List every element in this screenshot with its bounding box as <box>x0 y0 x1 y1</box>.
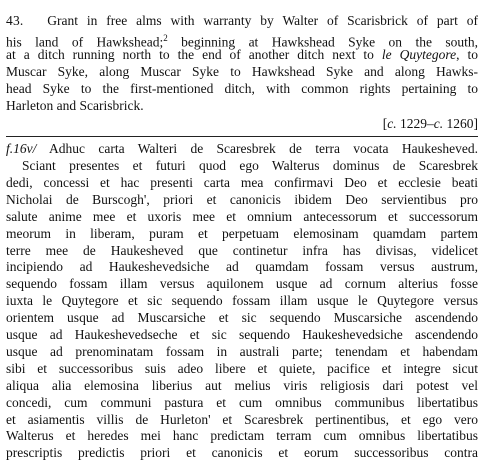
charter-line: meorum in liberam, puram et perpetuam elemosinam quamdam partem <box>6 225 478 241</box>
entry-number: 43. <box>6 13 24 28</box>
calendar-line-2: his land of Hawkshead;$^2$ beginning at Hawkshead Syke on the south, <box>6 33 478 50</box>
charter-heading: Adhuc carta Walteri de Scaresbrek de terra vocata Haukesheved. <box>49 141 478 156</box>
calendar-line-4: Muscar Syke, along Muscar Syke to Hawkshead Syke and along Hawks- <box>6 64 478 79</box>
charter-line: orientem usque ad Muscarsiche et sic sequendo Muscarsiche ascendendo <box>6 310 478 326</box>
charter-line: sequendo fossam illam versus aquilonem usque ad cornum alterius fosse <box>6 276 478 292</box>
calendar-line-1 <box>6 13 478 29</box>
charter-line: salute anime mee et uxoris mee et omnium antecessorum et successorum <box>6 208 478 224</box>
folio-reference: f.16v/ <box>6 141 37 156</box>
charter-line: usque ad Haukeshevedseche et sic sequendo Haukeshevedsiche ascendendo <box>6 327 478 342</box>
charter-line: iuxta le Quytegore et sic sequendo fossam illam usque le Quytegore versus <box>6 293 478 309</box>
footnote-ref: 2 <box>163 33 168 43</box>
calendar-text: Grant in free alms with warranty by Walter of Scarisbrick of part of <box>47 13 478 28</box>
charter-line: prescriptis predictis priori et canonicis et eorum successoribus contra <box>6 445 478 461</box>
charter-line: Walterus et heredes mei hanc predictam terram cum omnibus libertatibus <box>6 428 478 444</box>
charter-line: et asiamentis villis de Hurleton' et Scaresbrek pertinentibus, et ego vero <box>6 411 478 427</box>
calendar-line-5: head Syke to the first-mentioned ditch, with common rights pertaining to <box>6 81 478 96</box>
place-name-quytegore: le Quytegore <box>381 47 457 62</box>
divider <box>6 136 478 137</box>
calendar-line-6: Harleton and Scarisbrick. <box>6 98 144 113</box>
charter-line: incipiendo ad Haukeshevedsiche ad quamdam fossam versus austrum, <box>6 259 478 275</box>
charter-line: sibi et successoribus suis adeo libere et quiete, pacifice et integre sicut <box>6 360 478 376</box>
charter-line: Sciant presentes et futuri quod ego Walterus dominus de Scaresbrek <box>22 158 478 173</box>
charter-line: terre mee de Haukesheved que continetur infra has divisas, videlicet <box>6 242 478 258</box>
calendar-line-3: at a ditch running north to the end of another ditch next to le Quytegore, to <box>6 47 478 62</box>
date-range: [c. 1229–c. 1260] <box>382 116 478 131</box>
charter-line: Nicholai de Burscogh', priori et canonicis ibidem Deo servientibus pro <box>6 191 478 207</box>
charter-line: dedi, concessi et hac presenti carta mea confirmavi Deo et ecclesie beati <box>6 174 478 190</box>
charter-heading-line <box>6 141 478 157</box>
charter-line: usque ad prenominatam fossam in australi parte; tenendam et habendam <box>6 343 478 359</box>
charter-line: aliqua alia elemosina liberius aut melius viris religiosis dari potest vel <box>6 377 478 393</box>
charter-line: concedi, cum communi pastura et cum omnibus communibus libertatibus <box>6 394 478 410</box>
